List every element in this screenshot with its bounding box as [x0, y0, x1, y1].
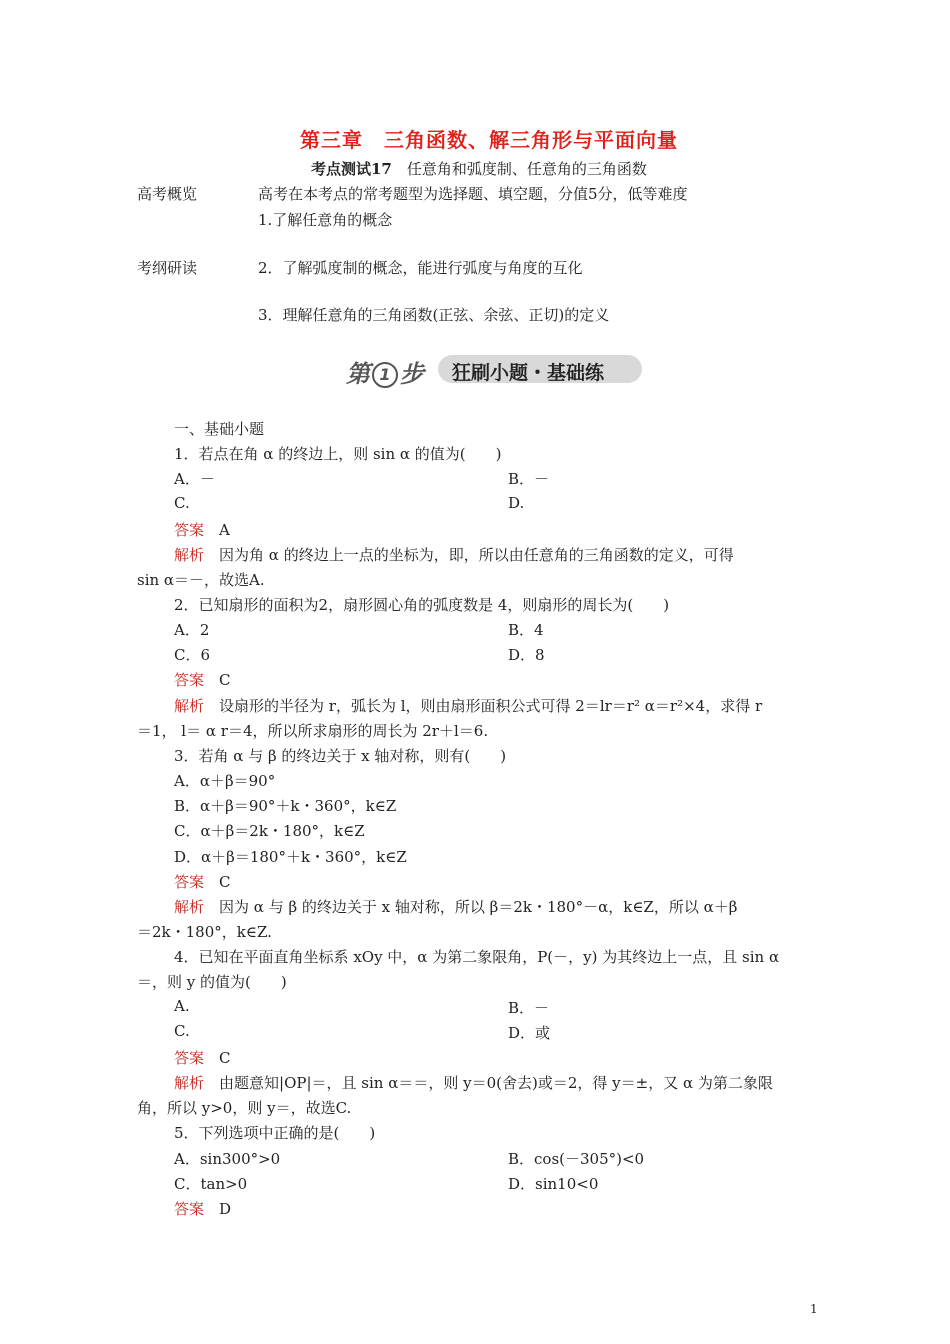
q1-analysis — [174, 544, 734, 565]
q2-option-b: B．4 — [508, 621, 544, 639]
analysis-text: 由题意知|OP|＝，且 sin α＝＝，则 y＝0(舍去)或＝2，得 y＝±，又 α 为第二象限 — [219, 1074, 773, 1092]
answer-label: 答案 — [174, 671, 205, 689]
q1-option-c: C. — [174, 494, 190, 512]
answer-value: C — [219, 873, 231, 891]
analysis-text: 因为角 α 的终边上一点的坐标为，即，所以由任意角的三角函数的定义，可得 — [219, 546, 734, 564]
q1-answer — [174, 519, 230, 540]
q4-stem-cont: ＝，则 y 的值为( ) — [137, 973, 287, 991]
answer-value: A — [219, 521, 230, 539]
q1-option-d: D. — [508, 494, 525, 512]
q5-option-a: A．sin300°>0 — [174, 1150, 281, 1168]
test-topic: 任意角和弧度制、任意角的三角函数 — [406, 160, 647, 178]
q4-analysis-cont: 角，所以 y>0，则 y＝，故选C. — [137, 1099, 352, 1117]
outline-item-1: 1.了解任意角的概念 — [258, 211, 393, 229]
analysis-text: 设扇形的半径为 r，弧长为 l，则由扇形面积公式可得 2＝lr＝r² α＝r²×4，求得 r — [219, 697, 763, 715]
q1-option-a: A．－ — [174, 470, 215, 488]
analysis-text: 因为 α 与 β 的终边关于 x 轴对称，所以 β＝2k・180°－α，k∈Z，所以 α＋β — [219, 898, 738, 916]
q4-answer — [174, 1047, 231, 1068]
q3-analysis-cont: ＝2k・180°，k∈Z. — [137, 923, 272, 941]
step-word — [346, 354, 424, 389]
q2-option-c: C．6 — [174, 646, 211, 664]
q2-analysis-cont: ＝1， l＝ α r＝4，所以所求扇形的周长为 2r＋l＝6. — [137, 722, 489, 740]
test-label: 考点测试17 — [311, 160, 392, 178]
q5-option-c: C．tan>0 — [174, 1175, 248, 1193]
q2-option-a: A．2 — [174, 621, 210, 639]
q3-option-d: D．α＋β＝180°＋k・360°，k∈Z — [174, 848, 407, 866]
outline-label: 考纲研读 — [137, 259, 198, 277]
analysis-label: 解析 — [174, 1074, 205, 1092]
answer-value: C — [219, 671, 231, 689]
q1-analysis-cont: sin α＝－，故选A. — [137, 571, 265, 589]
q3-analysis — [174, 896, 737, 917]
answer-label: 答案 — [174, 873, 205, 891]
answer-value: D — [219, 1200, 232, 1218]
test-title — [311, 158, 647, 179]
q5-option-b: B．cos(－305°)<0 — [508, 1150, 645, 1168]
step-suffix: 步 — [400, 360, 424, 388]
overview-text: 高考在本考点的常考题型为选择题、填空题，分值5分，低等难度 — [258, 185, 688, 203]
q4-option-c: C. — [174, 1022, 190, 1040]
answer-label: 答案 — [174, 1200, 205, 1218]
q5-answer — [174, 1198, 231, 1219]
answer-label: 答案 — [174, 521, 205, 539]
q3-option-a: A．α＋β＝90° — [174, 772, 276, 790]
page-number: 1 — [810, 1302, 818, 1316]
step-prefix: 第 — [346, 360, 370, 388]
section-heading: 一、基础小题 — [174, 420, 265, 438]
analysis-label: 解析 — [174, 898, 205, 916]
step-banner — [346, 352, 646, 388]
q4-analysis — [174, 1072, 773, 1093]
q1-option-b: B．－ — [508, 470, 550, 488]
q3-option-c: C．α＋β＝2k・180°，k∈Z — [174, 822, 365, 840]
answer-label: 答案 — [174, 1049, 205, 1067]
q4-stem: 4．已知在平面直角坐标系 xOy 中，α 为第二象限角，P(－，y) 为其终边上一点，且 sin α — [174, 948, 780, 966]
q2-stem: 2．已知扇形的面积为2，扇形圆心角的弧度数是 4，则扇形的周长为( ) — [174, 596, 670, 614]
q4-option-a: A. — [174, 997, 190, 1015]
step-pill — [438, 355, 642, 383]
q3-stem: 3．若角 α 与 β 的终边关于 x 轴对称，则有( ) — [174, 747, 507, 765]
analysis-label: 解析 — [174, 546, 205, 564]
step-title: 狂刷小题・基础练 — [452, 362, 605, 384]
q1-stem: 1．若点在角 α 的终边上，则 sin α 的值为( ) — [174, 445, 502, 463]
q3-answer — [174, 871, 231, 892]
answer-value: C — [219, 1049, 231, 1067]
overview-label: 高考概览 — [137, 185, 198, 203]
chapter-title: 第三章 三角函数、解三角形与平面向量 — [300, 128, 678, 152]
q5-option-d: D．sin10<0 — [508, 1175, 599, 1193]
step-number: 1 — [372, 362, 398, 388]
q2-answer — [174, 669, 231, 690]
outline-item-2: 2．了解弧度制的概念，能进行弧度与角度的互化 — [258, 259, 583, 277]
q2-analysis — [174, 695, 762, 716]
analysis-label: 解析 — [174, 697, 205, 715]
q5-stem: 5．下列选项中正确的是( ) — [174, 1124, 376, 1142]
outline-item-3: 3．理解任意角的三角函数(正弦、余弦、正切)的定义 — [258, 306, 610, 324]
q4-option-b: B．－ — [508, 999, 550, 1017]
q3-option-b: B．α＋β＝90°＋k・360°，k∈Z — [174, 797, 397, 815]
q2-option-d: D．8 — [508, 646, 545, 664]
q4-option-d: D．或 — [508, 1024, 551, 1042]
